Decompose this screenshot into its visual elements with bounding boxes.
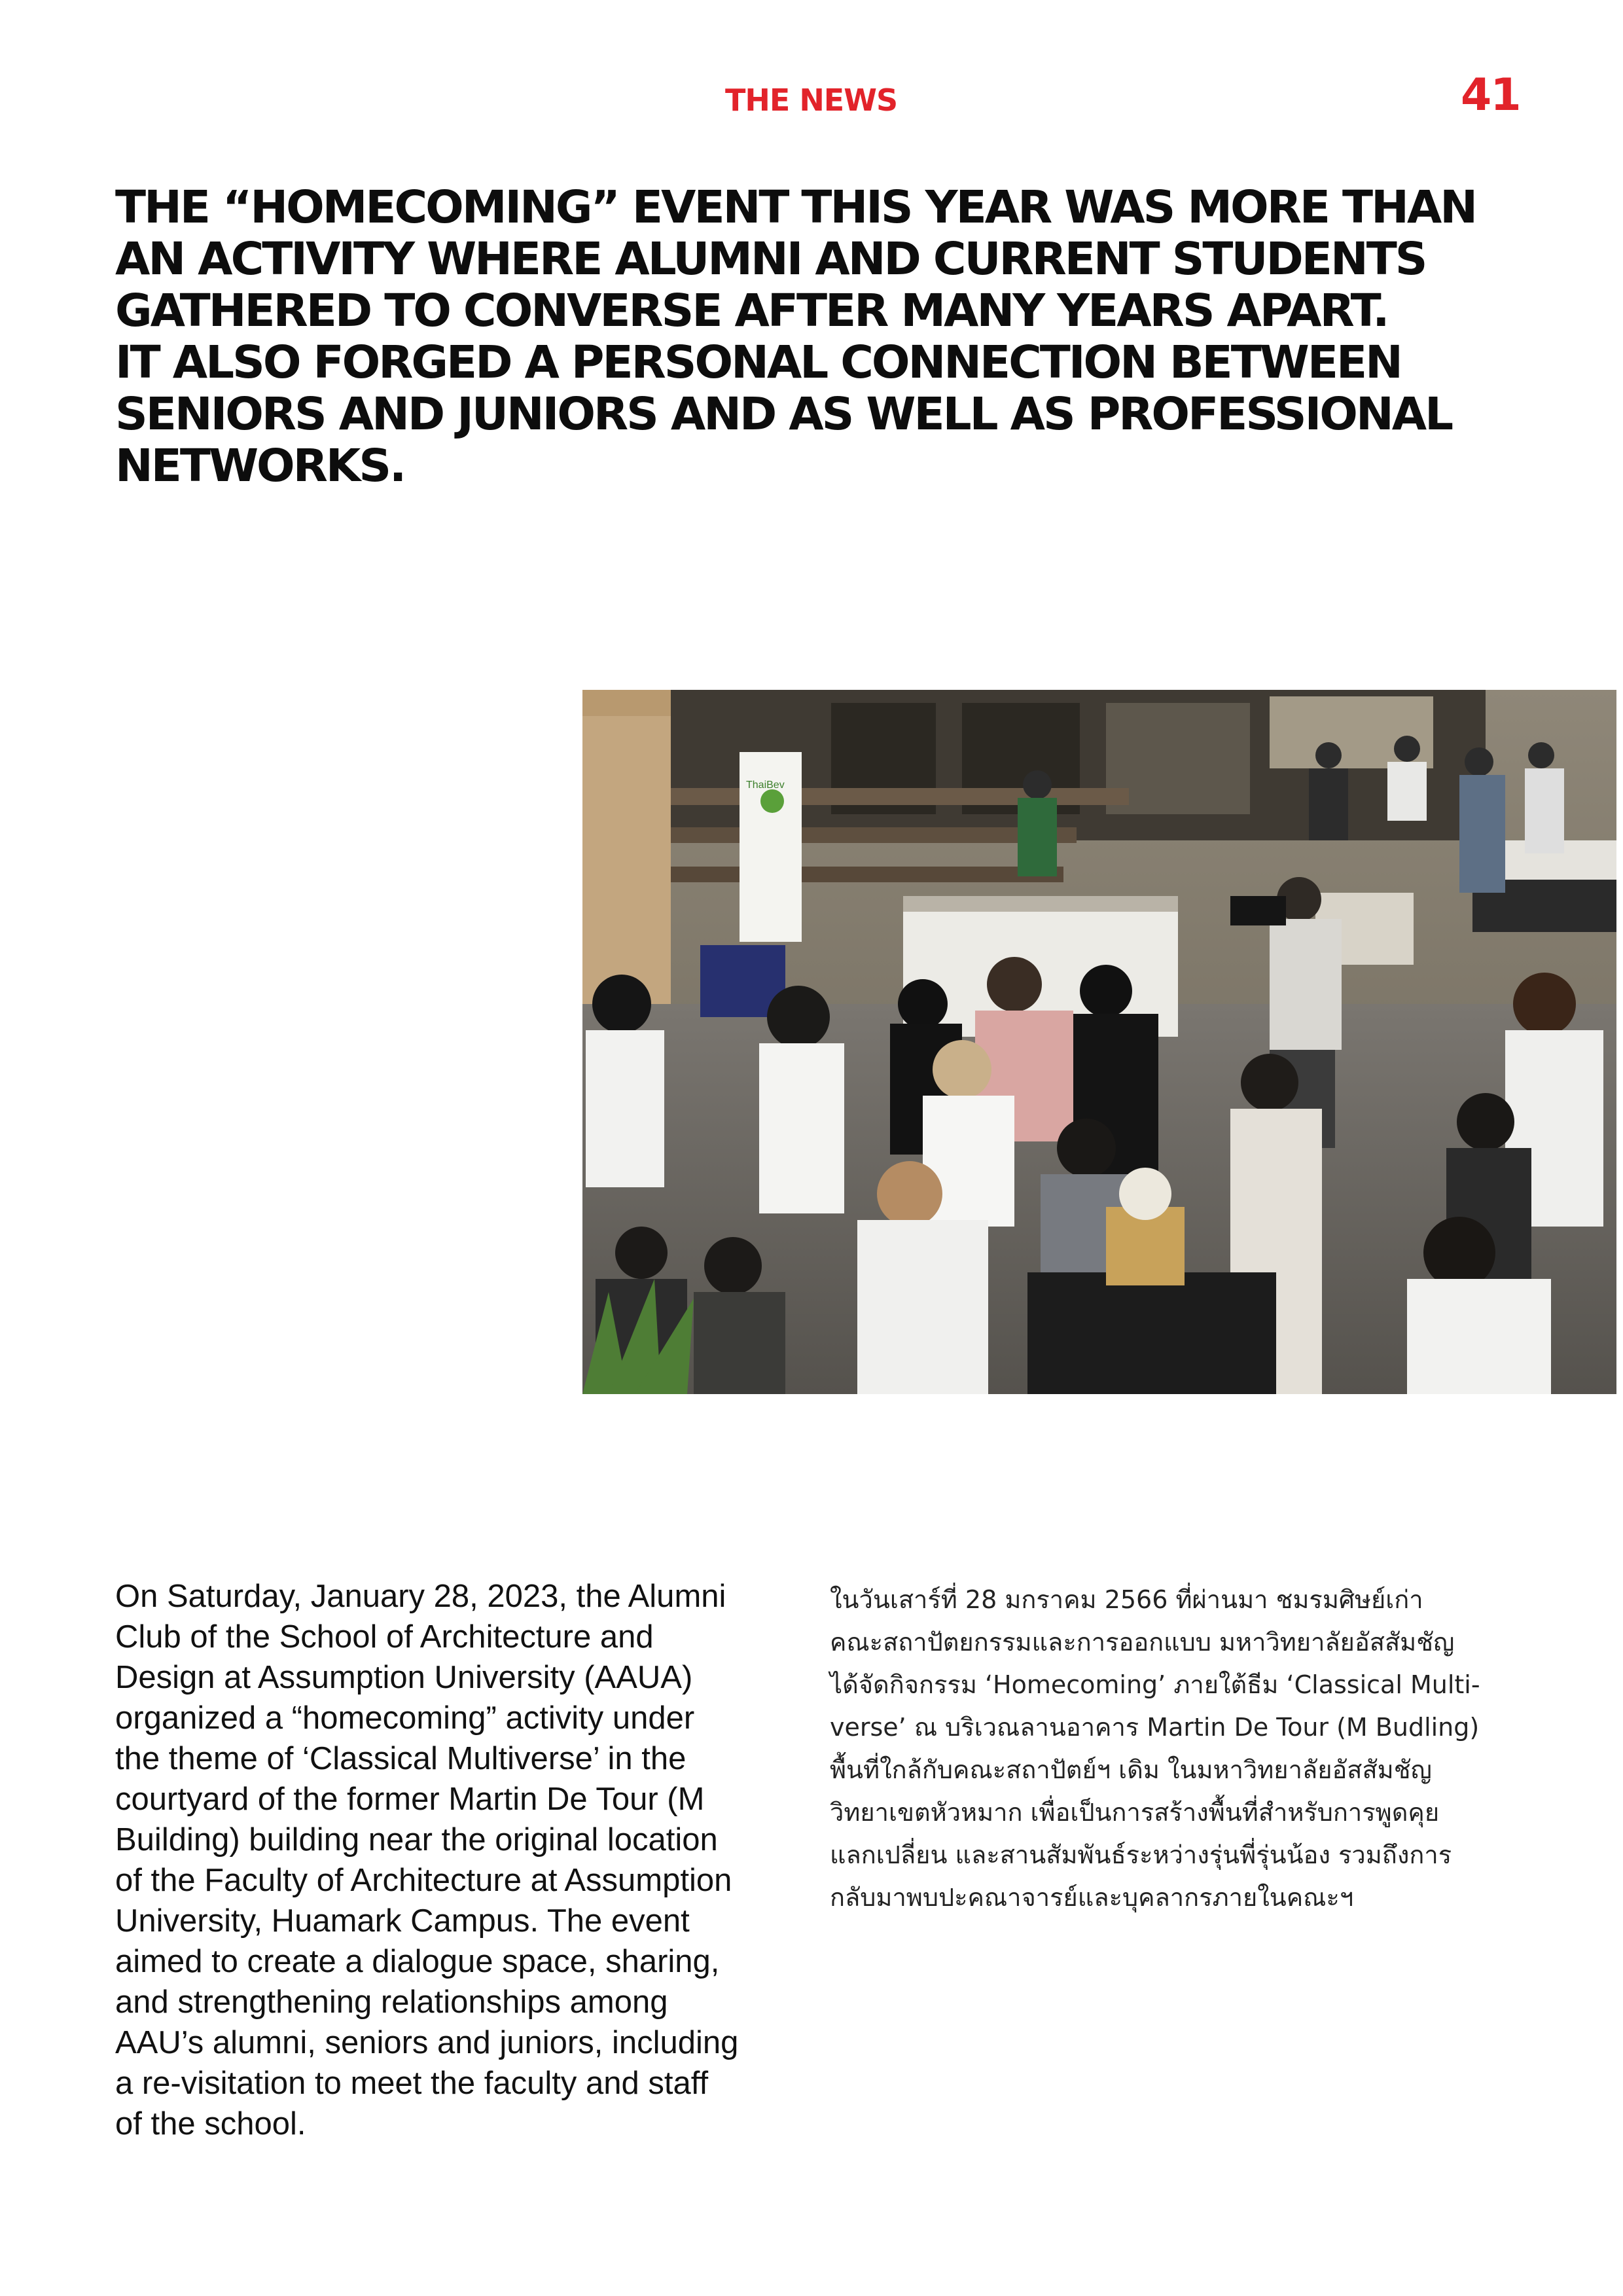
headline-line: GATHERED TO CONVERSE AFTER MANY YEARS APART. — [115, 285, 1388, 337]
article-en-line: of the Faculty of Architecture at Assumption — [115, 1863, 732, 1898]
article-en-line: of the school. — [115, 2106, 306, 2142]
article-en-line: University, Huamark Campus. The event — [115, 1903, 690, 1939]
article-en-line: AAU’s alumni, seniors and juniors, including — [115, 2025, 739, 2060]
article-en-line: Club of the School of Architecture and — [115, 1619, 654, 1655]
article-en-line: organized a “homecoming” activity under — [115, 1700, 695, 1736]
article-en-line: the theme of ‘Classical Multiverse’ in the — [115, 1741, 687, 1776]
article-th-line: พื้นที่ใกล้กับคณะสถาปัตย์ฯ เดิม ในมหาวิทยาลัยอัสสัมชัญ — [830, 1755, 1432, 1784]
article-en-line: courtyard of the former Martin De Tour (M — [115, 1782, 705, 1817]
article-thai — [830, 1579, 1556, 1919]
banner-logo-text: ThaiBev — [746, 780, 785, 791]
article-th-line: verse’ ณ บริเวณลานอาคาร Martin De Tour (M Budling) — [830, 1713, 1480, 1742]
article-english — [115, 1576, 789, 2144]
page-number: 41 — [1461, 69, 1520, 121]
event-photo — [582, 690, 1616, 1394]
article-en-line: a re-visitation to meet the faculty and staff — [115, 2066, 709, 2101]
headline-line: IT ALSO FORGED A PERSONAL CONNECTION BETWEEN — [115, 336, 1401, 389]
article-en-line: aimed to create a dialogue space, sharing, — [115, 1944, 720, 1979]
article-th-line: แลกเปลี่ยน และสานสัมพันธ์ระหว่างรุ่นพี่รุ่นน้อง รวมถึงการ — [830, 1840, 1452, 1869]
article-th-line: กลับมาพบปะคณาจารย์และบุคลากรภายในคณะฯ — [830, 1883, 1354, 1912]
article-th-line: วิทยาเขตหัวหมาก เพื่อเป็นการสร้างพื้นที่สำหรับการพูดคุย — [830, 1798, 1440, 1827]
article-en-line: Design at Assumption University (AAUA) — [115, 1660, 693, 1695]
section-label: THE NEWS — [725, 82, 898, 118]
headline-line: THE “HOMECOMING” EVENT THIS YEAR WAS MORE THAN — [115, 181, 1476, 234]
article-th-line: คณะสถาปัตยกรรมและการออกแบบ มหาวิทยาลัยอัสสัมชัญ — [830, 1628, 1455, 1657]
article-th-line: ได้จัดกิจกรรม ‘Homecoming’ ภายใต้ธีม ‘Classical Multi- — [830, 1670, 1480, 1699]
article-th-line: ในวันเสาร์ที่ 28 มกราคม 2566 ที่ผ่านมา ชมรมศิษย์เก่า — [830, 1585, 1423, 1614]
article-en-line: and strengthening relationships among — [115, 1984, 668, 2020]
article-en-line: Building) building near the original location — [115, 1822, 718, 1857]
article-en-line: On Saturday, January 28, 2023, the Alumni — [115, 1579, 726, 1614]
headline-line: NETWORKS. — [115, 440, 405, 492]
headline-line: AN ACTIVITY WHERE ALUMNI AND CURRENT STUDENTS — [115, 233, 1426, 285]
headline-line: SENIORS AND JUNIORS AND AS WELL AS PROFESSIONAL — [115, 388, 1452, 440]
headline — [115, 182, 1529, 492]
